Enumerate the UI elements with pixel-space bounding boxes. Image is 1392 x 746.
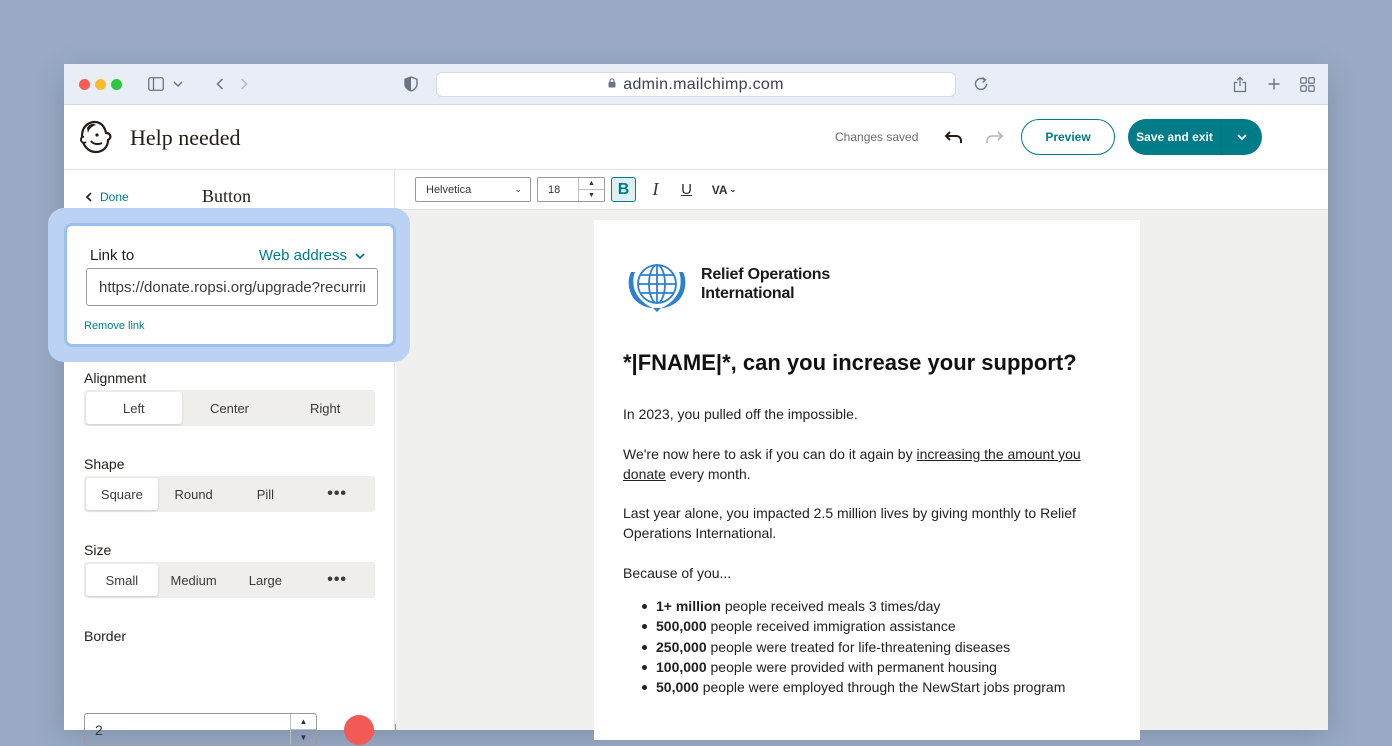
shield-icon[interactable] — [402, 72, 420, 96]
increment-icon[interactable]: ▲ — [579, 178, 604, 190]
link-type-dropdown[interactable] — [259, 247, 365, 264]
chevron-down-icon: ⌄ — [514, 184, 522, 194]
shape-more-options[interactable]: ••• — [327, 485, 348, 502]
alignment-control — [84, 390, 375, 426]
done-label: Done — [100, 190, 129, 204]
link-url-input[interactable] — [86, 268, 378, 306]
chevron-down-icon[interactable] — [170, 72, 186, 96]
chevron-down-icon: ⌄ — [729, 185, 737, 194]
save-options-dropdown[interactable] — [1222, 119, 1262, 155]
list-item-highlight: 1+ million — [656, 598, 721, 614]
email-editor — [396, 170, 1328, 730]
save-and-exit-button[interactable]: Save and exit — [1128, 119, 1222, 155]
minimize-window-button[interactable] — [95, 79, 106, 90]
back-arrow-icon[interactable] — [212, 72, 228, 96]
size-large-option[interactable]: Large — [248, 572, 282, 588]
done-link[interactable] — [86, 190, 129, 204]
list-item-highlight: 100,000 — [656, 658, 707, 675]
shape-label: Shape — [84, 456, 125, 472]
tab-overview-icon[interactable] — [1297, 72, 1317, 96]
size-medium-option[interactable]: Medium — [170, 572, 217, 588]
email-canvas — [594, 220, 1140, 740]
shape-pill-option[interactable]: Pill — [256, 486, 275, 502]
donate-link[interactable]: increasing the amount you donate — [623, 446, 1081, 482]
forward-arrow-icon[interactable] — [236, 72, 252, 96]
close-window-button[interactable] — [79, 79, 90, 90]
browser-toolbar — [64, 64, 1328, 105]
redo-icon[interactable] — [982, 124, 1004, 148]
letter-spacing-icon: VA — [711, 182, 728, 197]
alignment-right-option[interactable]: Right — [310, 400, 341, 416]
list-item-text: people received immigration assistance — [706, 618, 956, 635]
letter-spacing-button[interactable] — [709, 177, 739, 202]
sidebar-icon[interactable] — [146, 72, 166, 96]
browser-window — [64, 64, 1328, 742]
organization-name-line1: Relief Operations — [701, 266, 831, 283]
undo-icon[interactable] — [944, 124, 966, 148]
email-paragraph-3[interactable]: Last year alone, you impacted 2.5 million lives by giving monthly to Relief Operations International. — [623, 505, 1076, 541]
font-size-stepper[interactable] — [537, 177, 605, 202]
alignment-label: Alignment — [84, 370, 147, 386]
list-item — [640, 677, 1065, 697]
list-item-highlight: 50,000 — [656, 679, 699, 696]
border-width-stepper[interactable] — [84, 713, 317, 746]
page-title: Help needed — [130, 125, 241, 150]
email-paragraph-1[interactable]: In 2023, you pulled off the impossible. — [623, 406, 858, 422]
email-paragraph-4[interactable]: Because of you... — [623, 565, 732, 581]
save-status: Changes saved — [835, 130, 919, 144]
impact-list[interactable] — [640, 596, 1065, 697]
list-item — [640, 596, 1065, 616]
chevron-left-icon — [86, 192, 92, 202]
list-item-text: people received meals 3 times/day — [720, 598, 941, 614]
list-item — [640, 637, 1065, 657]
new-tab-icon[interactable] — [1264, 72, 1284, 96]
border-width-spinner — [290, 714, 316, 745]
size-small-option[interactable]: Small — [86, 564, 158, 596]
list-item-text: people were employed through the NewStart jobs program — [698, 679, 1066, 696]
list-item-text: people were treated for life-threatening diseases — [706, 638, 1011, 655]
border-width-value: 2 — [95, 722, 103, 738]
size-control — [84, 562, 375, 598]
italic-button[interactable]: I — [652, 179, 659, 199]
underline-button[interactable]: U — [681, 181, 692, 198]
list-item — [640, 616, 1065, 636]
chevron-down-icon — [355, 253, 365, 259]
bold-button[interactable]: B — [611, 177, 636, 202]
panel-title: Button — [202, 186, 252, 206]
chevron-down-icon — [1237, 134, 1247, 140]
alignment-center-option[interactable]: Center — [209, 400, 250, 416]
shape-control — [84, 476, 375, 512]
remove-link-button[interactable]: Remove link — [84, 320, 145, 332]
maximize-window-button[interactable] — [111, 79, 122, 90]
address-bar[interactable] — [436, 72, 956, 97]
font-size-spinner — [578, 178, 604, 201]
preview-button[interactable]: Preview — [1021, 119, 1115, 155]
decrement-icon[interactable]: ▼ — [588, 192, 595, 199]
organization-name — [701, 265, 830, 303]
organization-name-line2: International — [701, 285, 795, 302]
reload-icon[interactable] — [971, 72, 991, 96]
increment-icon[interactable]: ▲ — [291, 714, 316, 730]
border-label: Border — [84, 628, 127, 644]
alignment-left-option[interactable]: Left — [86, 392, 182, 424]
link-to-label: Link to — [90, 247, 135, 264]
list-item-highlight: 250,000 — [656, 638, 707, 655]
list-item — [640, 657, 1065, 677]
share-icon[interactable] — [1230, 72, 1250, 96]
list-item-highlight: 500,000 — [656, 618, 707, 635]
font-size-value: 18 — [548, 184, 561, 196]
url-text: admin.mailchimp.com — [623, 75, 784, 93]
paragraph-2-text: We're now here to ask if you can do it again by — [623, 446, 917, 462]
border-color-swatch[interactable] — [344, 715, 374, 745]
font-family-select[interactable] — [415, 177, 531, 202]
size-label: Size — [84, 542, 112, 558]
mailchimp-logo-icon[interactable] — [78, 119, 112, 155]
shape-round-option[interactable]: Round — [174, 486, 213, 502]
link-type-value: Web address — [258, 247, 347, 264]
paragraph-2-tail: every month. — [665, 466, 751, 482]
app-header — [64, 105, 1328, 170]
email-headline[interactable]: *|FNAME|*, can you increase your support? — [623, 350, 1077, 375]
save-and-exit-group — [1128, 119, 1262, 155]
font-family-value: Helvetica — [426, 184, 472, 196]
lock-icon — [608, 78, 616, 91]
shape-square-option[interactable]: Square — [86, 478, 158, 510]
globe-logo-icon — [623, 258, 691, 314]
text-format-toolbar — [396, 170, 1328, 210]
list-item-text: people were provided with permanent housing — [706, 658, 997, 675]
size-more-options[interactable]: ••• — [327, 571, 348, 588]
link-settings-card — [64, 223, 396, 347]
email-paragraph-2[interactable] — [623, 444, 1083, 484]
decrement-icon[interactable]: ▼ — [299, 733, 308, 742]
